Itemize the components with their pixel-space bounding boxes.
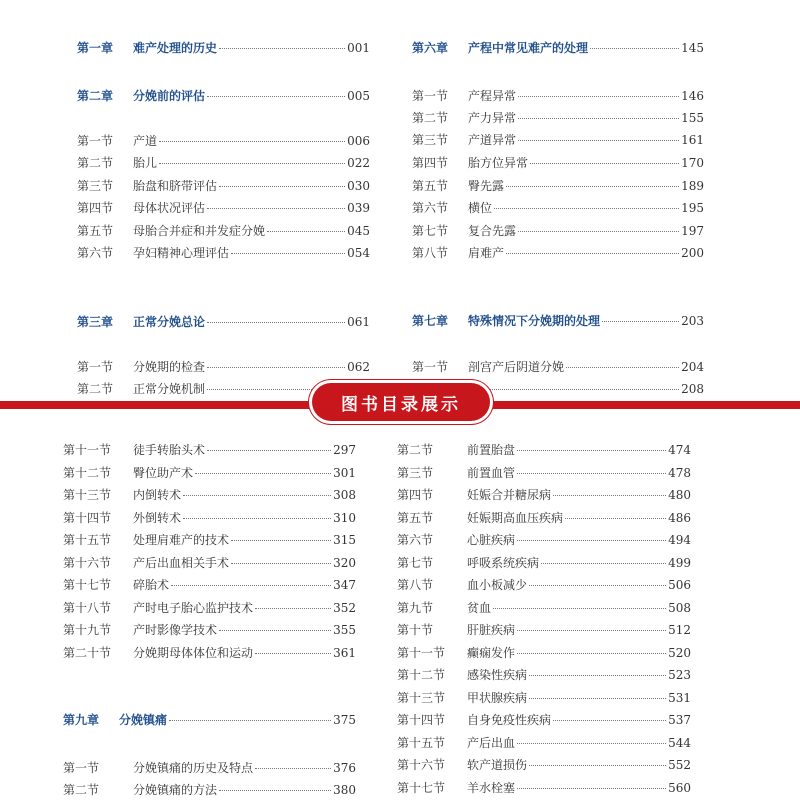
toc-leader-dots (506, 186, 679, 187)
toc-entry-title: 分娩镇痛的方法 (133, 783, 218, 797)
toc-entry-title: 羊水栓塞 (467, 781, 516, 795)
toc-entry-number: 第三节 (77, 179, 114, 193)
toc-section-entry (77, 360, 370, 374)
toc-page-number: 030 (347, 179, 370, 193)
toc-entry-title: 心脏疾病 (467, 533, 516, 547)
toc-entry-number: 第十二节 (397, 668, 446, 682)
toc-entry-number: 第七节 (397, 556, 434, 570)
toc-leader-dots (602, 321, 679, 322)
toc-entry-number: 第十九节 (63, 623, 112, 637)
toc-section-entry (412, 360, 704, 374)
toc-page-number: 062 (347, 360, 370, 374)
toc-leader-dots (183, 518, 331, 519)
toc-entry-number: 第二节 (77, 156, 114, 170)
toc-entry-title: 产时影像学技术 (133, 623, 218, 637)
toc-entry-title: 产力异常 (468, 111, 517, 125)
toc-section-entry (412, 156, 704, 170)
toc-section-entry (412, 201, 704, 215)
toc-leader-dots (590, 48, 679, 49)
toc-leader-dots (518, 231, 679, 232)
toc-leader-dots (219, 790, 331, 791)
toc-section-entry (397, 466, 691, 480)
toc-section-entry (77, 224, 370, 238)
toc-entry-number: 第十一节 (63, 443, 112, 457)
toc-entry-title: 分娩镇痛 (119, 713, 168, 727)
toc-leader-dots (565, 518, 666, 519)
toc-section-entry (63, 761, 356, 775)
toc-entry-title: 前置血管 (467, 466, 516, 480)
toc-entry-number: 第一节 (77, 134, 114, 148)
toc-entry-number: 第三章 (77, 315, 114, 329)
toc-entry-number: 第十四节 (397, 713, 446, 727)
toc-entry-number: 第十七节 (397, 781, 446, 795)
toc-entry-title: 横位 (468, 201, 493, 215)
toc-entry-number: 第一节 (412, 89, 449, 103)
toc-entry-number: 第四节 (397, 488, 434, 502)
toc-chapter-entry (412, 314, 704, 328)
toc-entry-number: 第十三节 (397, 691, 446, 705)
toc-entry-title: 特殊情况下分娩期的处理 (468, 314, 601, 328)
toc-page-number: 315 (333, 533, 356, 547)
toc-entry-number: 第十六节 (63, 556, 112, 570)
banner-label: 图书目录展示 (312, 383, 490, 421)
toc-entry-title: 剖宫产后阴道分娩 (468, 360, 565, 374)
toc-entry-number: 第三节 (412, 133, 449, 147)
toc-page-number: 155 (681, 111, 704, 125)
toc-leader-dots (518, 96, 679, 97)
toc-page-number: 512 (668, 623, 691, 637)
toc-entry-number: 第三节 (397, 466, 434, 480)
toc-page-number: 005 (347, 89, 370, 103)
toc-entry-title: 胎方位异常 (468, 156, 529, 170)
toc-entry-number: 第六节 (412, 201, 449, 215)
toc-page-number: 508 (668, 601, 691, 615)
toc-page-number: 520 (668, 646, 691, 660)
toc-leader-dots (529, 675, 666, 676)
toc-leader-dots (474, 389, 679, 390)
toc-section-entry (397, 511, 691, 525)
toc-entry-title: 难产处理的历史 (133, 41, 218, 55)
toc-section-entry (397, 443, 691, 457)
toc-entry-number: 第一节 (77, 360, 114, 374)
toc-section-entry (397, 601, 691, 615)
toc-section-entry (412, 89, 704, 103)
toc-leader-dots (517, 743, 666, 744)
toc-page-number: 380 (333, 783, 356, 797)
toc-entry-title: 软产道损伤 (467, 758, 528, 772)
toc-entry-number: 第二十节 (63, 646, 112, 660)
toc-section-entry (63, 601, 356, 615)
toc-leader-dots (518, 118, 679, 119)
toc-leader-dots (231, 563, 331, 564)
toc-entry-number: 第五节 (77, 224, 114, 238)
toc-entry-number: 第四节 (412, 156, 449, 170)
toc-entry-title: 癫痫发作 (467, 646, 516, 660)
toc-entry-title: 臀先露 (468, 179, 505, 193)
toc-page-number: 197 (681, 224, 704, 238)
toc-entry-number: 第八节 (397, 578, 434, 592)
toc-page-number: 474 (668, 443, 691, 457)
toc-entry-number: 第七节 (412, 224, 449, 238)
toc-section-entry (63, 533, 356, 547)
toc-leader-dots (553, 495, 666, 496)
toc-section-entry (412, 133, 704, 147)
toc-entry-number: 第五节 (412, 179, 449, 193)
toc-page-number: 022 (347, 156, 370, 170)
toc-entry-title: 正常分娩机制 (133, 382, 206, 396)
toc-leader-dots (517, 630, 666, 631)
toc-entry-title: 妊娠合并糖尿病 (467, 488, 552, 502)
toc-entry-title: 处理肩难产的技术 (133, 533, 230, 547)
toc-entry-title: 产后出血 (467, 736, 516, 750)
toc-section-entry (397, 781, 691, 795)
toc-leader-dots (207, 96, 345, 97)
toc-section-entry (397, 533, 691, 547)
toc-page-number: 486 (668, 511, 691, 525)
toc-section-entry (397, 758, 691, 772)
toc-page-number: 478 (668, 466, 691, 480)
toc-entry-number: 第二节 (397, 443, 434, 457)
toc-entry-number: 第二节 (63, 783, 100, 797)
toc-page-number: 310 (333, 511, 356, 525)
toc-entry-number: 第六节 (77, 246, 114, 260)
toc-section-entry (63, 578, 356, 592)
toc-page-number: 203 (681, 314, 704, 328)
toc-entry-number: 第十节 (397, 623, 434, 637)
toc-leader-dots (517, 473, 666, 474)
toc-entry-number: 第十二节 (63, 466, 112, 480)
toc-entry-title: 感染性疾病 (467, 668, 528, 682)
toc-entry-title: 胎儿 (133, 156, 158, 170)
toc-page-number: 195 (681, 201, 704, 215)
toc-entry-number: 第十八节 (63, 601, 112, 615)
toc-page-number: 061 (347, 315, 370, 329)
toc-leader-dots (517, 788, 666, 789)
toc-page-number: 375 (333, 713, 356, 727)
toc-entry-number: 第六章 (412, 41, 449, 55)
toc-entry-number: 第二节 (77, 382, 114, 396)
toc-entry-title: 碎胎术 (133, 578, 170, 592)
toc-entry-title: 自身免疫性疾病 (467, 713, 552, 727)
toc-entry-number: 第十七节 (63, 578, 112, 592)
toc-leader-dots (255, 608, 331, 609)
toc-entry-number: 第二节 (412, 111, 449, 125)
toc-section-entry (63, 556, 356, 570)
toc-leader-dots (207, 208, 345, 209)
toc-page-number: 045 (347, 224, 370, 238)
toc-entry-number: 第十五节 (397, 736, 446, 750)
toc-section-entry (397, 668, 691, 682)
toc-leader-dots (529, 585, 666, 586)
toc-section-entry (397, 646, 691, 660)
toc-entry-title: 分娩期的检查 (133, 360, 206, 374)
toc-leader-dots (530, 163, 679, 164)
toc-entry-number: 第六节 (397, 533, 434, 547)
toc-section-entry (63, 511, 356, 525)
toc-entry-number: 第十六节 (397, 758, 446, 772)
toc-section-entry (63, 646, 356, 660)
toc-leader-dots (518, 140, 679, 141)
toc-section-entry (412, 179, 704, 193)
toc-leader-dots (219, 186, 345, 187)
toc-entry-title: 肩难产 (468, 246, 505, 260)
toc-leader-dots (207, 367, 345, 368)
toc-entry-title: 呼吸系统疾病 (467, 556, 540, 570)
toc-page-number: 006 (347, 134, 370, 148)
toc-entry-number: 第七章 (412, 314, 449, 328)
toc-entry-number: 第九节 (397, 601, 434, 615)
toc-leader-dots (171, 585, 331, 586)
toc-entry-title: 产时电子胎心监护技术 (133, 601, 254, 615)
toc-chapter-entry (63, 713, 356, 727)
toc-leader-dots (506, 253, 679, 254)
toc-leader-dots (255, 768, 331, 769)
toc-entry-title: 前置胎盘 (467, 443, 516, 457)
toc-entry-title: 肝脏疾病 (467, 623, 516, 637)
toc-section-entry (77, 156, 370, 170)
toc-leader-dots (541, 563, 666, 564)
toc-entry-number: 第九章 (63, 713, 100, 727)
toc-entry-title: 内倒转术 (133, 488, 182, 502)
toc-page-number: 146 (681, 89, 704, 103)
toc-leader-dots (219, 630, 331, 631)
toc-chapter-entry (77, 89, 370, 103)
toc-leader-dots (207, 322, 345, 323)
toc-page-number: 189 (681, 179, 704, 193)
toc-page-number: 320 (333, 556, 356, 570)
toc-page-number: 494 (668, 533, 691, 547)
toc-page-number: 523 (668, 668, 691, 682)
toc-entry-number: 第四节 (77, 201, 114, 215)
toc-page-number: 506 (668, 578, 691, 592)
toc-section-entry (63, 443, 356, 457)
toc-entry-number: 第十五节 (63, 533, 112, 547)
toc-page-number: 308 (333, 488, 356, 502)
toc-leader-dots (529, 765, 666, 766)
toc-page-number: 054 (347, 246, 370, 260)
toc-page-number: 001 (347, 41, 370, 55)
toc-leader-dots (219, 48, 345, 49)
toc-page-number: 544 (668, 736, 691, 750)
toc-entry-number: 第十三节 (63, 488, 112, 502)
toc-page-number: 499 (668, 556, 691, 570)
toc-entry-number: 第二章 (77, 89, 114, 103)
toc-section-entry (397, 623, 691, 637)
toc-section-entry (412, 224, 704, 238)
toc-leader-dots (207, 450, 331, 451)
toc-section-entry (77, 179, 370, 193)
toc-section-entry (77, 246, 370, 260)
toc-leader-dots (494, 208, 679, 209)
toc-page-number: 480 (668, 488, 691, 502)
toc-section-entry (63, 466, 356, 480)
toc-leader-dots (255, 653, 331, 654)
toc-section-entry (397, 713, 691, 727)
toc-entry-title: 分娩前的评估 (133, 89, 206, 103)
toc-entry-title: 徒手转胎头术 (133, 443, 206, 457)
toc-section-entry (77, 134, 370, 148)
toc-page-number: 039 (347, 201, 370, 215)
toc-entry-title: 母体状况评估 (133, 201, 206, 215)
toc-entry-title: 正常分娩总论 (133, 315, 206, 329)
toc-entry-number: 第十一节 (397, 646, 446, 660)
toc-leader-dots (493, 608, 666, 609)
toc-entry-title: 分娩期母体体位和运动 (133, 646, 254, 660)
toc-entry-title: 妊娠期高血压疾病 (467, 511, 564, 525)
toc-leader-dots (231, 253, 345, 254)
toc-entry-title: 复合先露 (468, 224, 517, 238)
toc-entry-title: 胎盘和脐带评估 (133, 179, 218, 193)
toc-leader-dots (517, 450, 666, 451)
toc-entry-title: 血小板减少 (467, 578, 528, 592)
toc-entry-title: 母胎合并症和并发症分娩 (133, 224, 266, 238)
toc-page-number: 208 (681, 382, 704, 396)
toc-entry-title: 臀位助产术 (133, 466, 194, 480)
toc-page-number: 361 (333, 646, 356, 660)
toc-page-number: 560 (668, 781, 691, 795)
toc-page-number: 204 (681, 360, 704, 374)
toc-leader-dots (553, 720, 666, 721)
toc-page-number: 537 (668, 713, 691, 727)
toc-page-number: 200 (681, 246, 704, 260)
toc-entry-title: 甲状腺疾病 (467, 691, 528, 705)
toc-section-entry (412, 111, 704, 125)
toc-entry-title: 孕妇精神心理评估 (133, 246, 230, 260)
toc-leader-dots (195, 473, 331, 474)
toc-leader-dots (517, 540, 666, 541)
toc-entry-title: 产道 (133, 134, 158, 148)
toc-section-entry (77, 201, 370, 215)
toc-entry-title: 产道异常 (468, 133, 517, 147)
toc-section-entry (63, 783, 356, 797)
toc-leader-dots (159, 141, 345, 142)
toc-section-entry (397, 556, 691, 570)
toc-entry-number: 第八节 (412, 246, 449, 260)
toc-page-number: 145 (681, 41, 704, 55)
toc-section-entry (63, 623, 356, 637)
toc-section-entry (63, 488, 356, 502)
toc-leader-dots (517, 653, 666, 654)
toc-entry-number: 第十四节 (63, 511, 112, 525)
toc-entry-title: 产后出血相关手术 (133, 556, 230, 570)
toc-page-number: 552 (668, 758, 691, 772)
toc-section-entry (397, 691, 691, 705)
toc-entry-title: 产程中常见难产的处理 (468, 41, 589, 55)
toc-leader-dots (169, 720, 331, 721)
toc-chapter-entry (77, 315, 370, 329)
toc-page-number: 355 (333, 623, 356, 637)
toc-page-number: 170 (681, 156, 704, 170)
toc-page-number: 352 (333, 601, 356, 615)
toc-leader-dots (231, 540, 331, 541)
toc-section-entry (412, 246, 704, 260)
toc-entry-title: 产程异常 (468, 89, 517, 103)
toc-page-number: 161 (681, 133, 704, 147)
toc-section-entry (397, 578, 691, 592)
toc-entry-number: 第一节 (63, 761, 100, 775)
toc-bottom-page (0, 412, 800, 800)
toc-leader-dots (566, 367, 679, 368)
toc-page-number: 376 (333, 761, 356, 775)
toc-entry-number: 第一节 (412, 360, 449, 374)
toc-leader-dots (529, 698, 666, 699)
toc-page-number: 531 (668, 691, 691, 705)
toc-leader-dots (159, 163, 345, 164)
toc-chapter-entry (77, 41, 370, 55)
toc-leader-dots (267, 231, 345, 232)
toc-entry-title: 外倒转术 (133, 511, 182, 525)
toc-entry-title: 分娩镇痛的历史及特点 (133, 761, 254, 775)
toc-entry-number: 第一章 (77, 41, 114, 55)
toc-section-entry (397, 736, 691, 750)
toc-page-number: 297 (333, 443, 356, 457)
toc-section-entry (397, 488, 691, 502)
toc-page-number: 301 (333, 466, 356, 480)
toc-entry-title: 贫血 (467, 601, 492, 615)
toc-leader-dots (183, 495, 331, 496)
toc-entry-number: 第五节 (397, 511, 434, 525)
toc-page-number: 347 (333, 578, 356, 592)
toc-chapter-entry (412, 41, 704, 55)
